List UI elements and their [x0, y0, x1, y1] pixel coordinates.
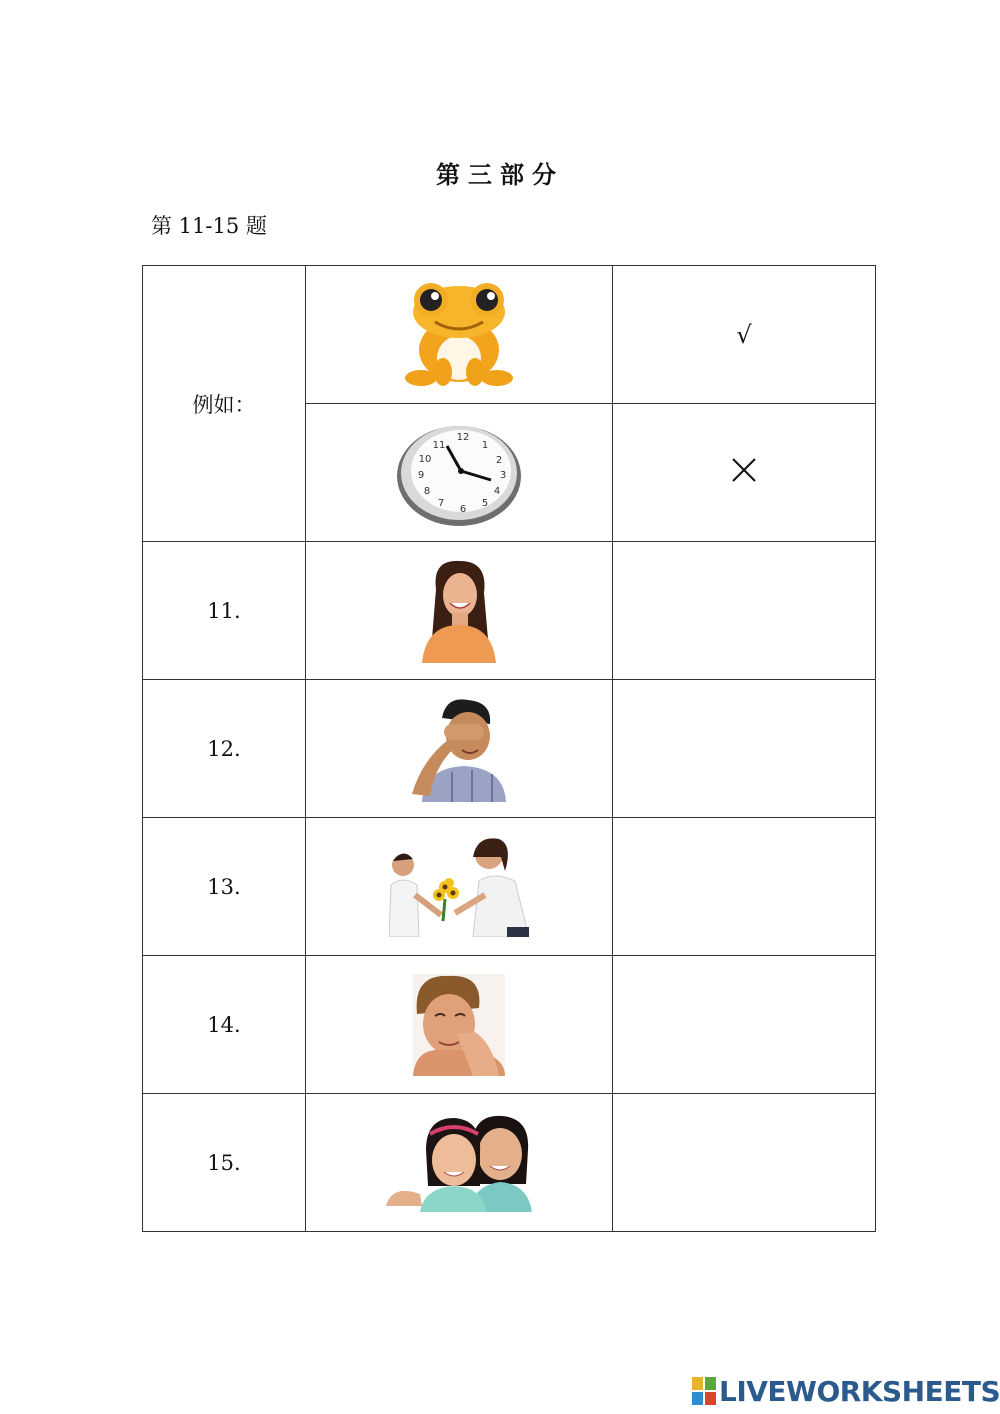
svg-text:8: 8 — [423, 485, 431, 497]
question-table — [142, 265, 876, 1232]
svg-text:2: 2 — [495, 454, 503, 466]
question-number: 11. — [143, 542, 306, 680]
svg-text:12: 12 — [456, 431, 470, 443]
boy-touching-nose-picture — [413, 974, 505, 1076]
example-label: 例如： — [143, 266, 306, 542]
svg-text:3: 3 — [499, 469, 507, 481]
question-row — [143, 542, 876, 680]
question-number: 15. — [143, 1094, 306, 1232]
svg-text:10: 10 — [418, 453, 432, 465]
question-picture-cell — [306, 680, 613, 818]
laughing-woman-picture — [422, 559, 496, 663]
example-row — [143, 266, 876, 404]
brand-name: LIVEWORKSHEETS — [719, 1374, 1000, 1408]
svg-text:11: 11 — [432, 439, 446, 451]
crying-boy-picture — [412, 696, 506, 802]
answer-box[interactable] — [613, 956, 876, 1094]
question-picture-cell — [306, 542, 613, 680]
question-number: 14. — [143, 956, 306, 1094]
section-title: 第三部分 — [436, 161, 564, 189]
liveworksheets-logo-icon — [692, 1377, 716, 1405]
example-picture-cell — [306, 266, 613, 404]
question-picture-cell — [306, 1094, 613, 1232]
question-row — [143, 680, 876, 818]
svg-text:9: 9 — [417, 469, 425, 481]
question-row — [143, 1094, 876, 1232]
question-row — [143, 956, 876, 1094]
svg-text:6: 6 — [459, 503, 467, 515]
cross-mark-icon — [731, 457, 757, 483]
svg-text:7: 7 — [437, 497, 445, 509]
answer-box[interactable] — [613, 542, 876, 680]
answer-box[interactable] — [613, 1094, 876, 1232]
clock-picture — [395, 418, 523, 528]
liveworksheets-brand — [692, 1373, 1000, 1409]
question-row — [143, 818, 876, 956]
svg-text:5: 5 — [481, 497, 489, 509]
example-picture-cell — [306, 404, 613, 542]
question-number: 12. — [143, 680, 306, 818]
svg-text:1: 1 — [481, 439, 489, 451]
answer-box[interactable] — [613, 818, 876, 956]
svg-text:4: 4 — [493, 485, 501, 497]
boy-giving-flowers-picture — [389, 837, 529, 937]
answer-box[interactable] — [613, 680, 876, 818]
two-girls-smiling-picture — [386, 1114, 532, 1212]
question-range: 第 11-15 题 — [151, 214, 267, 238]
example-answer-correct: √ — [613, 266, 876, 404]
question-picture-cell — [306, 818, 613, 956]
question-number: 13. — [143, 818, 306, 956]
question-picture-cell — [306, 956, 613, 1094]
frog-picture — [405, 280, 513, 390]
example-answer-wrong — [613, 404, 876, 542]
